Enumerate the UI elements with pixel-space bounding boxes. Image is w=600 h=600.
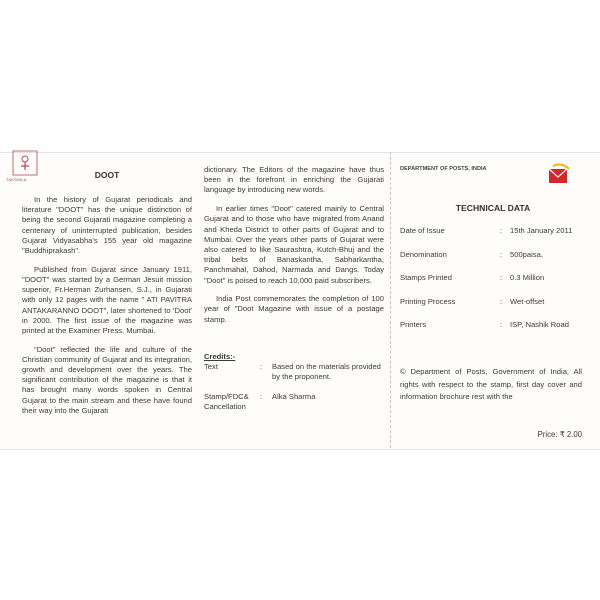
credits-label: Stamp/FDC& Cancellation <box>204 392 249 411</box>
credits-value: Based on the materials provided by the proponent. <box>272 362 381 381</box>
price-label: Price: ₹ 2.00 <box>537 430 582 439</box>
technical-data-row <box>400 273 590 297</box>
credits-label: Text <box>204 362 218 371</box>
data-value: Wet-offset <box>510 296 545 306</box>
middle-column <box>204 165 384 333</box>
paragraph: In earlier times "Doot" catered mainly to Central Gujarat and to those who have migrated from Anand and Kheda District to other parts of Gujarat and to Mumbai. Over the years other parts of Gujarat were also catered to like Saurashtra, Kutch-Bhuj and the tribal belts of Banaskantha, Sabharkantha, Panchmahal, Dahod, Narmada and Dangs. Today "Doot" is poised to reach 10,000 paid subscribers. <box>204 204 384 285</box>
data-label: Printers <box>400 320 427 329</box>
technical-data-row <box>400 250 590 274</box>
credits-row <box>204 392 386 412</box>
colon: : <box>500 273 503 282</box>
data-value: 15th January 2011 <box>510 226 573 235</box>
credits-row <box>204 362 386 382</box>
paragraph: dictionary. The Editors of the magazine have thus been in the forefront in enriching the Gujarati language by introducing new words. <box>204 165 384 195</box>
colon: : <box>500 226 503 235</box>
credits-value: Alka Sharma <box>272 392 316 401</box>
paragraph: In the history of Gujarat periodicals and literature "DOOT" has the unique distinction of being the second Gujarati magazine completing a centenary of uninterrupted publication, besides Gujarat Vidyasabha's 155 year old magazine "Buddhiprakash". <box>22 195 192 256</box>
data-value: ISP, Nashik Road <box>510 320 569 329</box>
colon: : <box>500 320 503 329</box>
perforation-divider <box>390 152 391 448</box>
left-column <box>22 195 192 425</box>
data-label: Date of Issue <box>400 226 445 235</box>
colon: : <box>260 392 263 401</box>
technical-data-row <box>400 297 590 321</box>
copyright-notice: © Department of Posts, Government of India, All rights with respect to the stamp, first day cover and information brochure rest with the <box>400 367 582 402</box>
paragraph: Published from Gujarat since January 1911, "DOOT" was started by a German Jesuit mission superior, Fr.Herman Zurhansen, S.J., in Gujarati with only 12 pages with the name " ATI PAVITRA ANTAKARANNO DOOT", later shortened to 'Doot' in 2000. The first issue of the magazine was printed at the Examiner Press, Mumbai. <box>22 264 192 335</box>
india-post-logo-icon <box>548 163 570 185</box>
technical-data-heading: TECHNICAL DATA <box>455 203 531 213</box>
data-label: Denomination <box>400 249 447 259</box>
paragraph: India Post commemorates the completion of 100 year of "Doot Magazine with issue of a postage stamp. <box>204 294 384 324</box>
takshila-logo-text: TAKSHILA <box>6 177 27 182</box>
technical-data-table <box>400 226 590 344</box>
brochure-title: DOOT <box>94 170 120 180</box>
technical-data-row <box>400 320 590 344</box>
department-label: DEPARTMENT OF POSTS, INDIA <box>400 166 487 172</box>
colon: : <box>260 362 263 371</box>
data-label: Printing Process <box>400 296 456 306</box>
credits-section <box>204 352 386 412</box>
paragraph: "Doot" reflected the life and culture of the Christian community of Gujarat and its integration, growth and development over the years. The significant contribution of the magazine is that it has brought many words spoken in Central Gujarat to the main stream and these have found their way into the Gujarati <box>22 344 192 415</box>
credits-heading: Credits:- <box>204 352 236 361</box>
colon: : <box>500 296 503 306</box>
data-label: Stamps Printed <box>400 273 452 282</box>
technical-data-row <box>400 226 590 250</box>
colon: : <box>500 249 503 259</box>
data-value: 500paisa, <box>510 249 543 259</box>
data-value: 0.3 Million <box>510 273 545 282</box>
